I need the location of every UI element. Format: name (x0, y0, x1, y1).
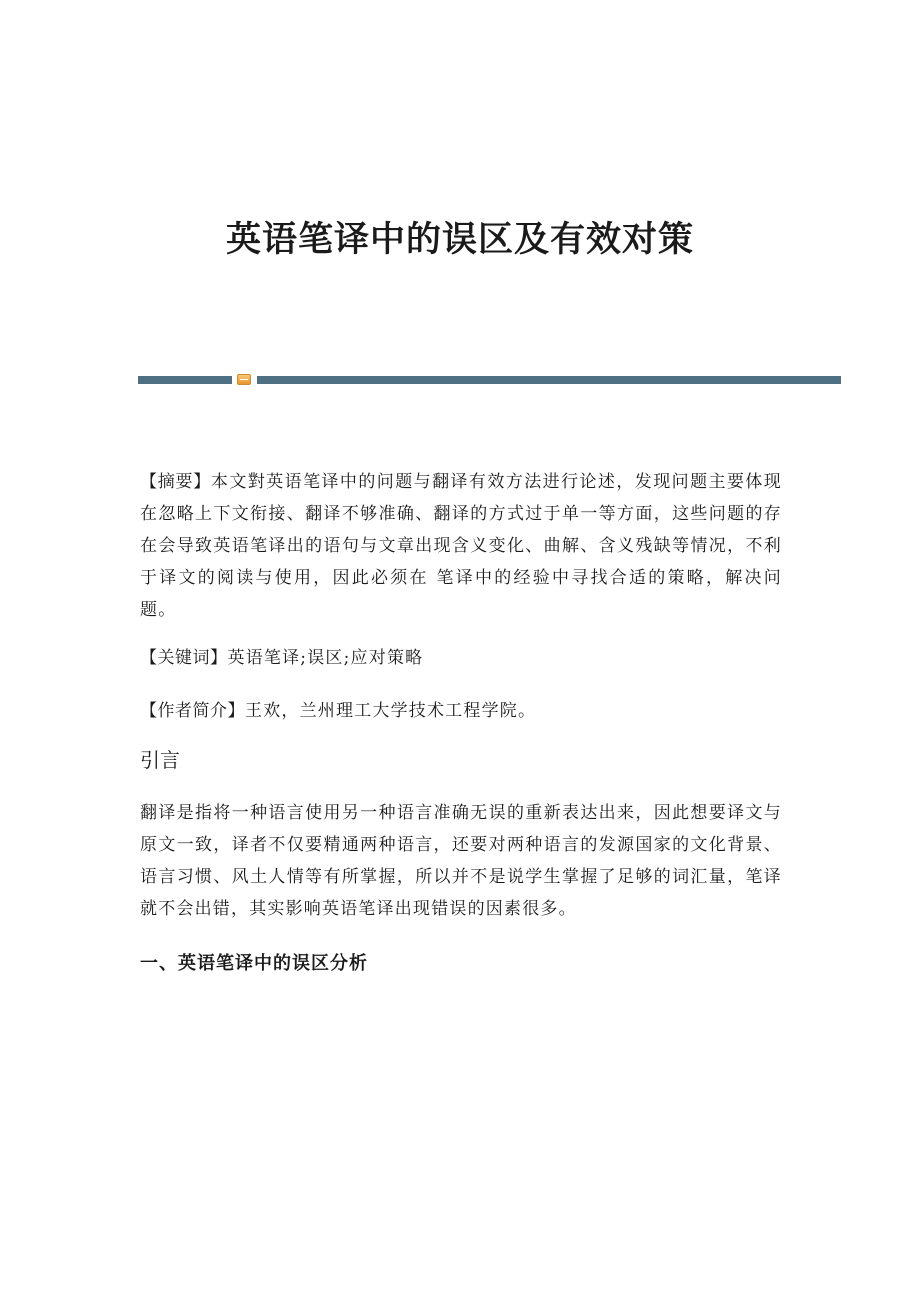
abstract-text: 本文對英语笔译中的问题与翻译有效方法进行论述，发现问题主要体现在忽略上下文衔接、翻译不够准确、翻译的方式过于单一等方面，这些问题的存在会导致英语笔译出的语句与文章出现含义变化、曲解、含义残缺等情况，不利于译文的阅读与使用，因此必须在 笔译中的经验中寻找合适的策略，解决问题。 (140, 472, 782, 620)
keywords-text: 英语笔译;误区;应对策略 (227, 648, 424, 668)
keywords-label: 【关键词】 (140, 648, 228, 668)
section1-heading: 一、英语笔译中的误区分析 (140, 953, 368, 974)
document-body (140, 466, 782, 979)
divider-ornament-icon (237, 374, 251, 385)
intro-paragraph: 翻译是指将一种语言使用另一种语言准确无误的重新表达出来，因此想要译文与原文一致，译者不仅要精通两种语言，还要对两种语言的发源国家的文化背景、语言习惯、风土人情等有所掌握，所以并不是说学生掌握了足够的词汇量，笔译就不会出错，其实影响英语笔译出现错误的因素很多。 (140, 803, 782, 919)
keywords-paragraph (140, 642, 782, 674)
abstract-label: 【摘要】 (140, 472, 211, 492)
divider-right-bar (257, 376, 841, 384)
author-text: 王欢，兰州理工大学技术工程学院。 (245, 701, 537, 721)
document-title: 英语笔译中的误区及有效对策 (225, 219, 694, 260)
intro-heading: 引言 (140, 748, 180, 772)
abstract-paragraph (140, 466, 782, 626)
author-label: 【作者简介】 (140, 701, 245, 721)
divider-left-bar (138, 376, 232, 384)
author-paragraph (140, 695, 782, 727)
title-divider (138, 374, 841, 386)
